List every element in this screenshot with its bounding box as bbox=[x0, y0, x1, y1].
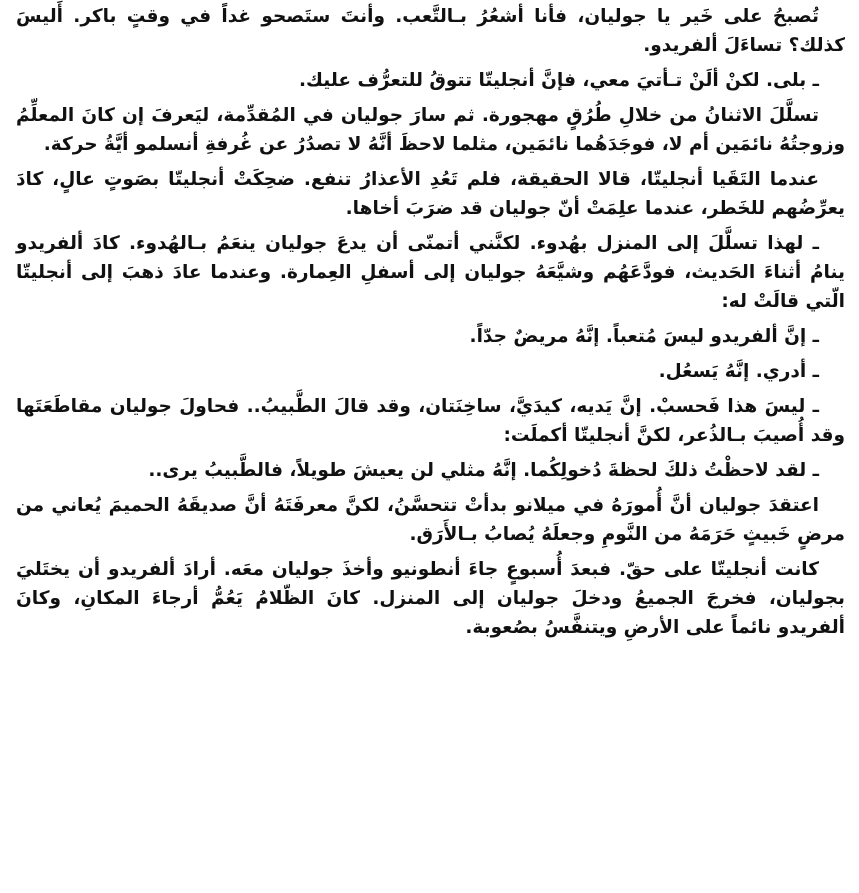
paragraph-narration: عندما التَقَيا أنجليتّا، قالا الحقيقة، فلم تَعُدِ الأعذارُ تنفع. ضحِكَتْ أنجليتّا بصَوتٍ عالٍ، كادَ يعرِّضُهم للخَطر، عندما علِمَتْ أنّ جوليان قد ضرَبَ أخاها. bbox=[16, 169, 845, 219]
paragraph-dialogue: ـ لهذا تسلَّلَ إلى المنزل بهُدوء. لكنَّني أتمنّى أن يدعَ جوليان ينعَمُ بـالهُدوء. كادَ ألفريدو ينامُ أثناءَ الحَديث، فودَّعَهُم وشيَّعَهُ جوليان إلى أسفلِ العِمارة. وعندما عادَ ذهبَ إلى أنجليتّا الّتي قالَتْ له: bbox=[16, 233, 845, 312]
paragraph-dialogue: ـ إنَّ ألفريدو ليسَ مُتعباً. إنَّهُ مريضٌ جدّاً. bbox=[469, 326, 819, 347]
paragraph-dialogue: ـ لقد لاحظْتُ ذلكَ لحظةَ دُخولِكُما. إنَّهُ مثلي لن يعيشَ طويلاً، فالطَّبيبُ يرى.. bbox=[148, 460, 819, 481]
paragraph-narration: اعتقدَ جوليان أنَّ أُمورَهُ في ميلانو بدأتْ تتحسَّنُ، لكنَّ معرفَتَهُ أنَّ صديقَهُ الحميمَ يُعاني من مرضٍ خَبيثٍ حَرَمَهُ من النَّومِ وجعلَهُ يُصابُ بـالأَرَق. bbox=[16, 495, 845, 545]
paragraph-dialogue: ـ ليسَ هذا فَحسبْ. إنَّ يَديه، كيدَيَّ، ساخِنَتان، وقد قالَ الطَّبيبُ.. فحاولَ جوليان مقاطَعَتَها وقد أُصيبَ بـالذُعر، لكنَّ أنجليتّا أكملَت: bbox=[16, 396, 845, 446]
paragraph-narration: تسلَّلَ الاثنانُ من خلالِ طُرُقٍ مهجورة. ثم سارَ جوليان في المُقدِّمة، ليَعرفَ إن كانَ المعلِّمُ وزوجتُهُ نائمَين أم لا، فوجَدَهُما نائمَين، مثلما لاحظَ أنَّهُ لا تصدُرُ عن غُرفةِ أنسلمو أيَّةُ حركة. bbox=[16, 105, 845, 155]
paragraph-narration: كانت أنجليتّا على حقّ. فبعدَ أُسبوعٍ جاءَ أنطونيو وأخذَ جوليان معَه. أرادَ ألفريدو أن يختَليَ بجوليان، فخرجَ الجميعُ ودخلَ جوليان إلى المنزل. كانَ الظّلامُ يَعُمُّ أرجاءَ المكانِ، وكانَ ألفريدو نائماً على الأرضِ ويتنفَّسُ بصُعوبة. bbox=[16, 559, 845, 638]
paragraph-narration: تُصبحُ على خَير يا جوليان، فأنا أشعُرُ بـالتَّعب. وأنتَ ستَصحو غداً في وقتٍ باكر. أَليسَ كذلك؟ تساءَلَ ألفريدو. bbox=[16, 6, 845, 56]
paragraph-dialogue: ـ أدري. إنَّهُ يَسعُل. bbox=[658, 361, 819, 382]
paragraph-dialogue: ـ بلى. لكنْ ألَنْ تـأتيَ معي، فإنَّ أنجليتّا تتوقُ للتعرُّف عليك. bbox=[299, 70, 819, 91]
